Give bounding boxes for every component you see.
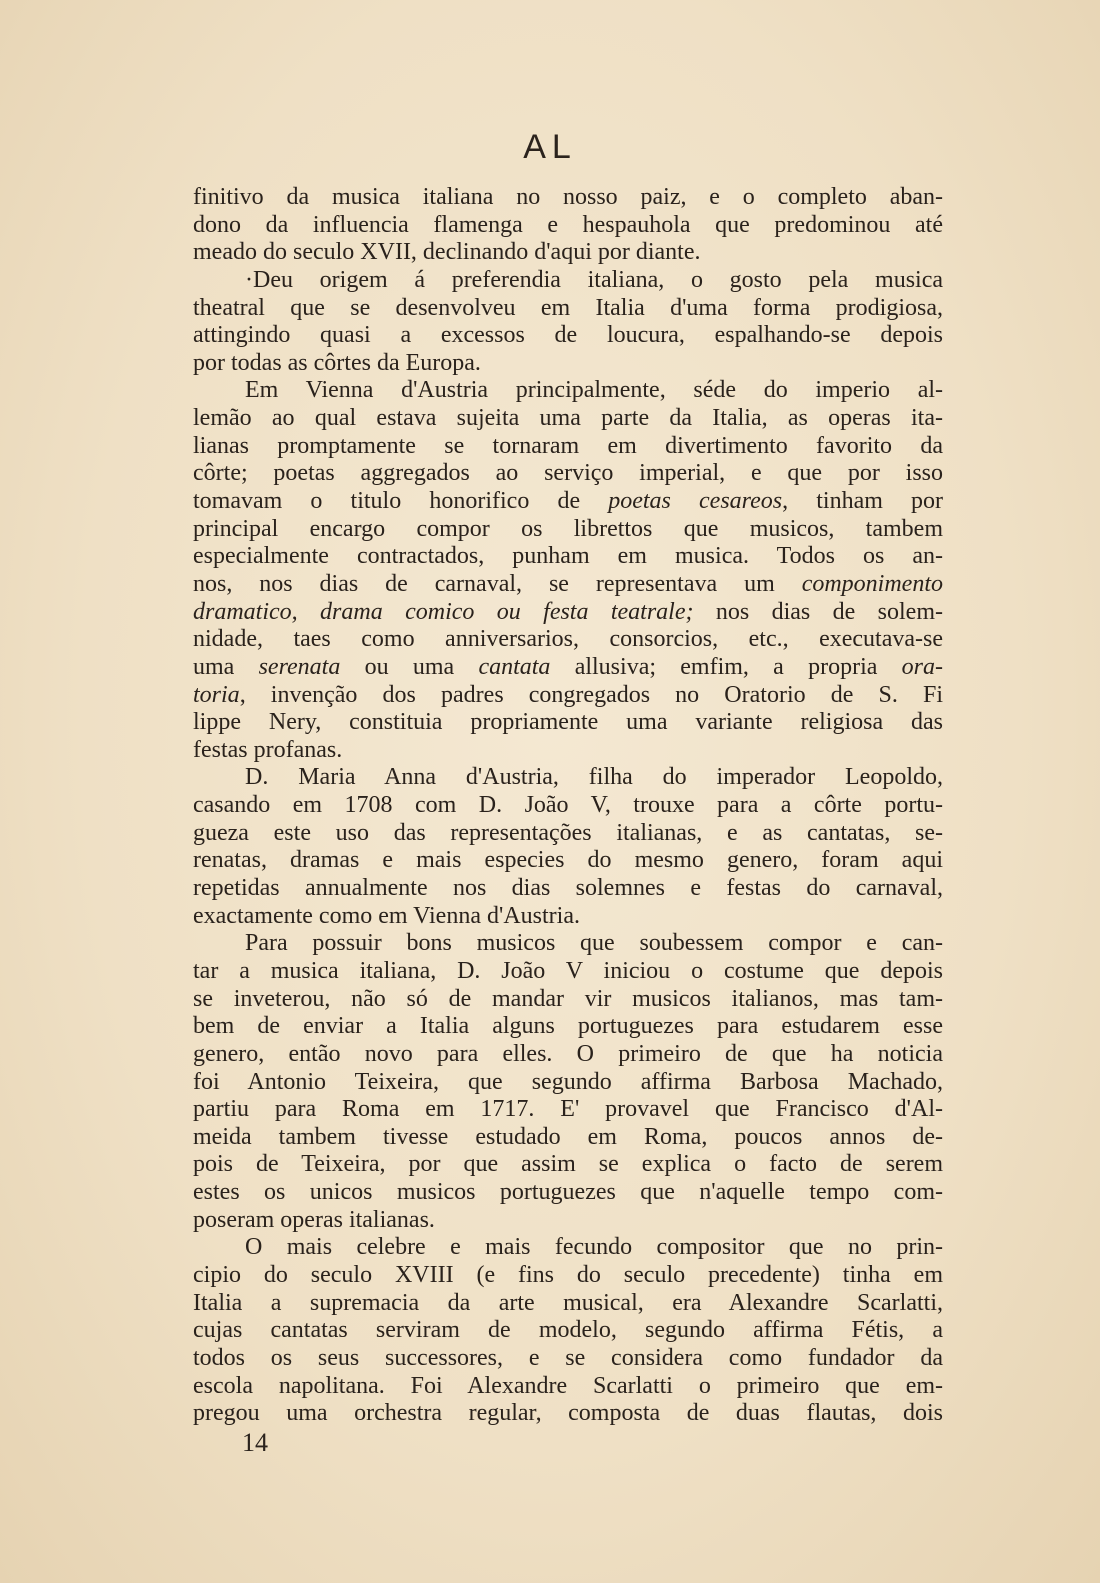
text-run: bem de enviar a Italia alguns portuguezes para estudarem esse (193, 1013, 943, 1040)
text-run: principal encargo compor os librettos que musicos, tambem (193, 515, 943, 542)
text-line (193, 737, 943, 765)
text-line (193, 1096, 943, 1124)
text-run: ·Deu origem á preferendia italiana, o gosto pela musica (245, 266, 943, 293)
text-line (193, 682, 943, 710)
text-line (193, 1317, 943, 1345)
text-run: especialmente contractados, punham em musica. Todos os an- (193, 543, 943, 570)
text-run: nos dias de solem- (693, 598, 943, 625)
text-line (193, 350, 943, 378)
text-line (193, 599, 943, 627)
text-line (193, 543, 943, 571)
italic-text: componimento (801, 570, 943, 597)
text-run: cujas cantatas serviram de modelo, segundo affirma Fétis, a (193, 1317, 943, 1344)
text-run: ou uma (340, 653, 479, 680)
text-run: exactamente como em Vienna d'Austria. (193, 902, 580, 929)
text-run: lemão ao qual estava sujeita uma parte da Italia, as operas ita- (193, 405, 943, 432)
text-line (193, 377, 943, 405)
text-run: meida tambem tivesse estudado em Roma, poucos annos de- (193, 1123, 943, 1150)
running-head: AL (523, 128, 577, 166)
text-line (193, 709, 943, 737)
text-line (193, 1069, 943, 1097)
text-line (193, 1345, 943, 1373)
text-run: casando em 1708 com D. João V, trouxe para a côrte portu- (193, 792, 943, 819)
text-run: O mais celebre e mais fecundo compositor que no prin- (245, 1234, 943, 1261)
text-line (193, 184, 943, 212)
italic-text: poetas cesareos (608, 488, 783, 515)
text-line (193, 1400, 943, 1428)
text-run: uma (193, 653, 259, 680)
text-line (193, 295, 943, 323)
text-run: Em Vienna d'Austria principalmente, séde do imperio al- (245, 377, 943, 404)
text-line (193, 1290, 943, 1318)
text-run: côrte; poetas aggregados ao serviço imperial, e que por isso (193, 460, 943, 487)
text-run: tar a musica italiana, D. João V iniciou o costume que depois (193, 957, 943, 984)
text-line (193, 958, 943, 986)
text-run: Italia a supremacia da arte musical, era Alexandre Scarlatti, (193, 1289, 943, 1316)
body-text (193, 184, 943, 1428)
italic-text: toria (193, 681, 240, 708)
text-line (193, 1234, 943, 1262)
text-line (193, 405, 943, 433)
text-run: escola napolitana. Foi Alexandre Scarlatti o primeiro que em- (193, 1372, 943, 1399)
text-run: theatral que se desenvolveu em Italia d'uma forma prodigiosa, (193, 294, 943, 321)
text-run: D. Maria Anna d'Austria, filha do imperador Leopoldo, (245, 764, 943, 791)
text-line (193, 792, 943, 820)
text-run: renatas, dramas e mais especies do mesmo genero, foram aqui (193, 847, 943, 874)
text-run: , invenção dos padres congregados no Oratorio de S. Fi (239, 681, 943, 708)
text-line (193, 433, 943, 461)
text-run: lianas promptamente se tornaram em divertimento favorito da (193, 432, 943, 459)
text-run: festas profanas. (193, 736, 343, 763)
text-line (193, 239, 943, 267)
text-line (193, 875, 943, 903)
text-run: attingindo quasi a excessos de loucura, espalhando-se depois (193, 322, 943, 349)
text-run: , tinham por (782, 488, 943, 515)
text-run: tomavam o titulo honorifico de (193, 488, 609, 515)
text-run: allusiva; emfim, a propria (550, 653, 902, 680)
text-run: todos os seus successores, e se considera como fundador da (193, 1344, 943, 1371)
text-line (193, 930, 943, 958)
text-line (193, 516, 943, 544)
text-run: genero, então novo para elles. O primeiro de que ha noticia (193, 1040, 943, 1067)
text-line (193, 1179, 943, 1207)
text-run: partiu para Roma em 1717. E' provavel que Francisco d'Al- (193, 1096, 943, 1123)
text-run: finitivo da musica italiana no nosso paiz, e o completo aban- (193, 184, 943, 210)
text-line (193, 1151, 943, 1179)
text-line (193, 212, 943, 240)
text-line (193, 1207, 943, 1235)
text-run: por todas as côrtes da Europa. (193, 349, 481, 376)
text-line (193, 626, 943, 654)
text-line (193, 1041, 943, 1069)
text-run: nos, nos dias de carnaval, se representava um (193, 570, 802, 597)
text-run: cipio do seculo XVIII (e fins do seculo precedente) tinha em (193, 1261, 943, 1288)
italic-text: serenata (258, 653, 341, 680)
text-run: nidade, taes como anniversarios, consorcios, etc., executava-se (193, 626, 943, 653)
text-line (193, 986, 943, 1014)
text-line (193, 267, 943, 295)
text-line (193, 488, 943, 516)
text-line (193, 1373, 943, 1401)
text-run: gueza este uso das representações italianas, e as cantatas, se- (193, 819, 943, 846)
italic-text: cantata (478, 653, 551, 680)
signature-mark: 14 (242, 1428, 268, 1457)
text-run: foi Antonio Teixeira, que segundo affirma Barbosa Machado, (193, 1068, 943, 1095)
text-run: dono da influencia flamenga e hespauhola que predominou até (193, 211, 943, 238)
text-run: repetidas annualmente nos dias solemnes e festas do carnaval, (193, 875, 943, 902)
text-run: lippe Nery, constituia propriamente uma variante religiosa das (193, 709, 943, 736)
text-run: Para possuir bons musicos que soubessem compor e can- (245, 930, 943, 957)
text-line (193, 1013, 943, 1041)
text-run: poseram operas italianas. (193, 1206, 435, 1233)
text-line (193, 460, 943, 488)
text-line (193, 1262, 943, 1290)
italic-text: dramatico, drama comico ou festa teatrale; (193, 598, 694, 625)
text-run: pois de Teixeira, por que assim se explica o facto de serem (193, 1151, 943, 1178)
text-run: se inveterou, não só de mandar vir musicos italianos, mas tam- (193, 985, 943, 1012)
text-line (193, 764, 943, 792)
text-line (193, 847, 943, 875)
text-line (193, 1124, 943, 1152)
text-run: meado do seculo XVII, declinando d'aqui por diante. (193, 239, 701, 266)
text-line (193, 571, 943, 599)
italic-text: ora- (901, 653, 943, 680)
text-run: pregou uma orchestra regular, composta de duas flautas, dois (193, 1400, 943, 1427)
text-line (193, 820, 943, 848)
text-run: estes os unicos musicos portuguezes que n'aquelle tempo com- (193, 1179, 943, 1206)
text-line (193, 903, 943, 931)
text-line (193, 322, 943, 350)
text-line (193, 654, 943, 682)
